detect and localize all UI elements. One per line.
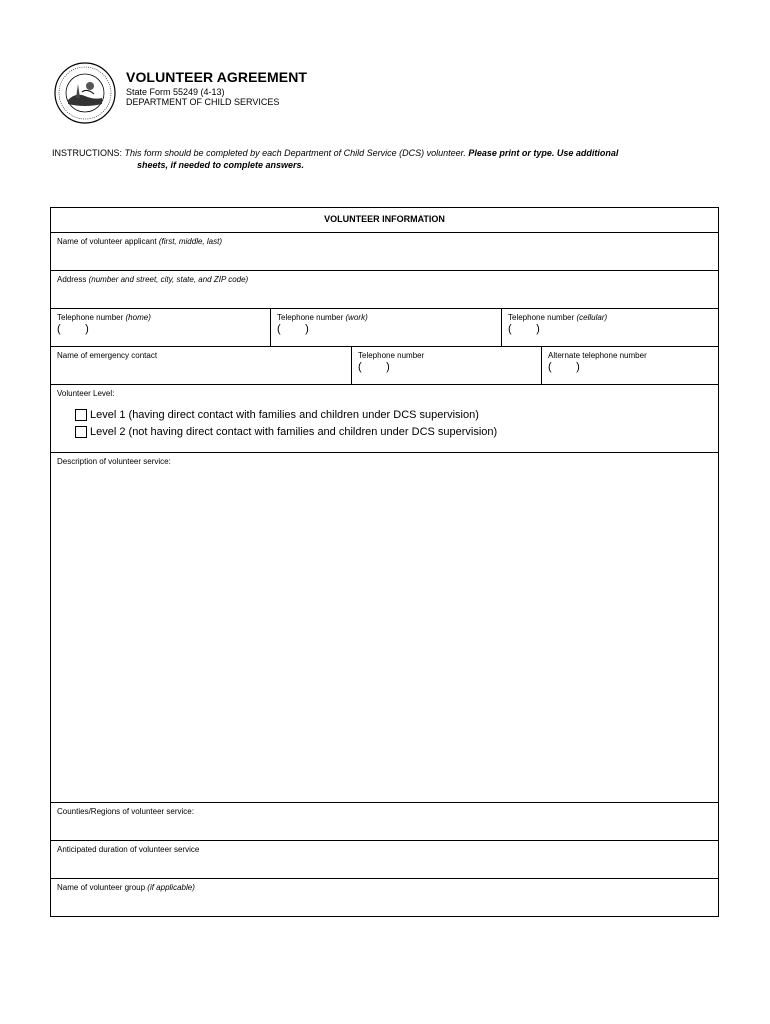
emergency-alt-phone-paren: ( ) <box>548 361 580 373</box>
instructions-text: This form should be completed by each Department of Child Service (DCS) volunteer. <box>124 148 466 158</box>
phone-cell-field[interactable] <box>501 309 718 346</box>
volunteer-information-form <box>50 207 719 917</box>
level-2-checkbox[interactable] <box>75 426 87 438</box>
duration-label: Anticipated duration of volunteer service <box>57 845 200 854</box>
address-label: Address (number and street, city, state, and ZIP code) <box>57 275 249 284</box>
level-1-option[interactable] <box>75 408 479 422</box>
description-label: Description of volunteer service: <box>57 457 171 466</box>
volunteer-level-row <box>51 385 718 453</box>
phone-home-paren: ( ) <box>57 323 89 335</box>
phone-home-label: Telephone number (home) <box>57 313 151 322</box>
section-header-row <box>51 208 718 233</box>
form-title: VOLUNTEER AGREEMENT <box>126 69 308 85</box>
emergency-phone-paren: ( ) <box>358 361 390 373</box>
volunteer-group-field[interactable] <box>51 879 718 916</box>
state-seal-icon <box>54 62 116 124</box>
instructions <box>52 147 732 171</box>
emergency-alt-phone-label: Alternate telephone number <box>548 351 647 360</box>
section-title: VOLUNTEER INFORMATION <box>324 214 445 224</box>
phone-cell-paren: ( ) <box>508 323 540 335</box>
level-1-label: Level 1 (having direct contact with families and children under DCS supervision) <box>90 409 479 421</box>
form-number: State Form 55249 (4-13) <box>126 87 225 97</box>
address-field[interactable] <box>51 271 718 309</box>
phone-cell-label: Telephone number (cellular) <box>508 313 608 322</box>
emergency-phone-field[interactable] <box>351 347 541 384</box>
phone-home-field[interactable] <box>51 309 270 346</box>
emergency-row <box>51 347 718 385</box>
counties-field[interactable] <box>51 803 718 841</box>
emergency-phone-label: Telephone number <box>358 351 425 360</box>
level-2-label: Level 2 (not having direct contact with families and children under DCS supervision) <box>90 426 498 438</box>
phone-work-label: Telephone number (work) <box>277 313 368 322</box>
emergency-alt-phone-field[interactable] <box>541 347 718 384</box>
level-1-checkbox[interactable] <box>75 409 87 421</box>
instructions-bold-text: Please print or type. Use additional <box>468 148 619 158</box>
level-2-option[interactable] <box>75 425 497 439</box>
emergency-contact-field[interactable] <box>51 347 351 384</box>
department-name: DEPARTMENT OF CHILD SERVICES <box>126 97 280 107</box>
volunteer-level-label: Volunteer Level: <box>57 389 115 398</box>
name-field[interactable] <box>51 233 718 271</box>
emergency-contact-label: Name of emergency contact <box>57 351 158 360</box>
instructions-label: INSTRUCTIONS: <box>52 148 123 158</box>
phone-work-paren: ( ) <box>277 323 309 335</box>
phone-work-field[interactable] <box>270 309 501 346</box>
counties-label: Counties/Regions of volunteer service: <box>57 807 194 816</box>
instructions-line2: sheets, if needed to complete answers. <box>137 160 305 170</box>
description-field[interactable] <box>51 453 718 803</box>
volunteer-group-label: Name of volunteer group (if applicable) <box>57 883 195 892</box>
phone-row <box>51 309 718 347</box>
duration-field[interactable] <box>51 841 718 879</box>
name-label: Name of volunteer applicant (first, middle, last) <box>57 237 222 246</box>
